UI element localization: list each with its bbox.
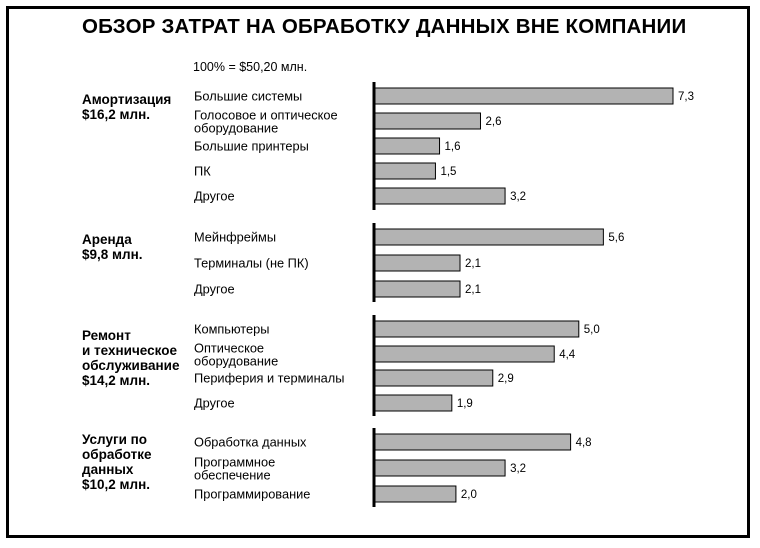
group-label: $14,2 млн. (82, 373, 151, 388)
value-label: 1,9 (456, 398, 473, 410)
value-label: 2,0 (460, 489, 477, 501)
value-label: 3,2 (510, 191, 527, 203)
group-label: обслуживание (82, 358, 180, 373)
value-label: 1,6 (444, 141, 461, 153)
bar (374, 88, 673, 104)
category-label: Другое (194, 395, 235, 411)
category-label: Оптическое (194, 340, 265, 356)
bar (374, 163, 435, 179)
group-label: $10,2 млн. (82, 477, 151, 492)
category-label: обеспечение (194, 467, 271, 483)
value-label: 2,9 (497, 373, 514, 385)
bar (374, 346, 554, 362)
group-label: $16,2 млн. (82, 107, 151, 122)
category-label: Компьютеры (194, 321, 270, 337)
bar (374, 486, 456, 502)
group-label: Услуги по (82, 432, 148, 447)
category-label: оборудование (194, 120, 279, 136)
value-label: 2,6 (485, 116, 502, 128)
group-label: обработке (82, 447, 152, 462)
group-label: $9,8 млн. (82, 247, 143, 262)
bar (374, 188, 505, 204)
bar (374, 370, 493, 386)
category-label: Программное (194, 454, 276, 470)
bar (374, 113, 480, 129)
category-label: Голосовое и оптическое (194, 107, 338, 123)
category-label: ПК (194, 163, 211, 179)
category-label: Терминалы (не ПК) (194, 255, 309, 271)
category-label: Другое (194, 281, 235, 297)
value-label: 2,1 (465, 284, 482, 296)
category-label: Большие системы (194, 88, 303, 104)
value-label: 5,6 (608, 232, 625, 244)
group-label: данных (82, 462, 134, 477)
category-label: Периферия и терминалы (194, 370, 345, 386)
bar (374, 229, 603, 245)
group-label: Ремонт (82, 328, 131, 343)
category-label: Обработка данных (194, 434, 307, 450)
chart-subtitle: 100% = $50,20 млн. (193, 60, 308, 74)
category-label: оборудование (194, 353, 279, 369)
value-label: 7,3 (678, 91, 694, 103)
value-label: 5,0 (583, 324, 600, 336)
group-label: Амортизация (82, 92, 172, 107)
value-label: 4,4 (559, 349, 576, 361)
value-label: 2,1 (465, 258, 482, 270)
category-label: Мейнфреймы (194, 229, 277, 245)
bar (374, 434, 571, 450)
bar (374, 281, 460, 297)
bar (374, 395, 452, 411)
value-label: 4,8 (575, 437, 592, 449)
bar (374, 321, 579, 337)
bar (374, 138, 440, 154)
group-label: Аренда (82, 232, 132, 247)
bar (374, 255, 460, 271)
chart-title: ОБЗОР ЗАТРАТ НА ОБРАБОТКУ ДАННЫХ ВНЕ КОМПАНИИ (82, 15, 687, 38)
category-label: Другое (194, 188, 235, 204)
group-label: и техническое (82, 343, 177, 358)
category-label: Большие принтеры (194, 138, 309, 154)
value-label: 3,2 (510, 463, 527, 475)
value-label: 1,5 (440, 166, 457, 178)
bar (374, 460, 505, 476)
category-label: Программирование (194, 486, 311, 502)
